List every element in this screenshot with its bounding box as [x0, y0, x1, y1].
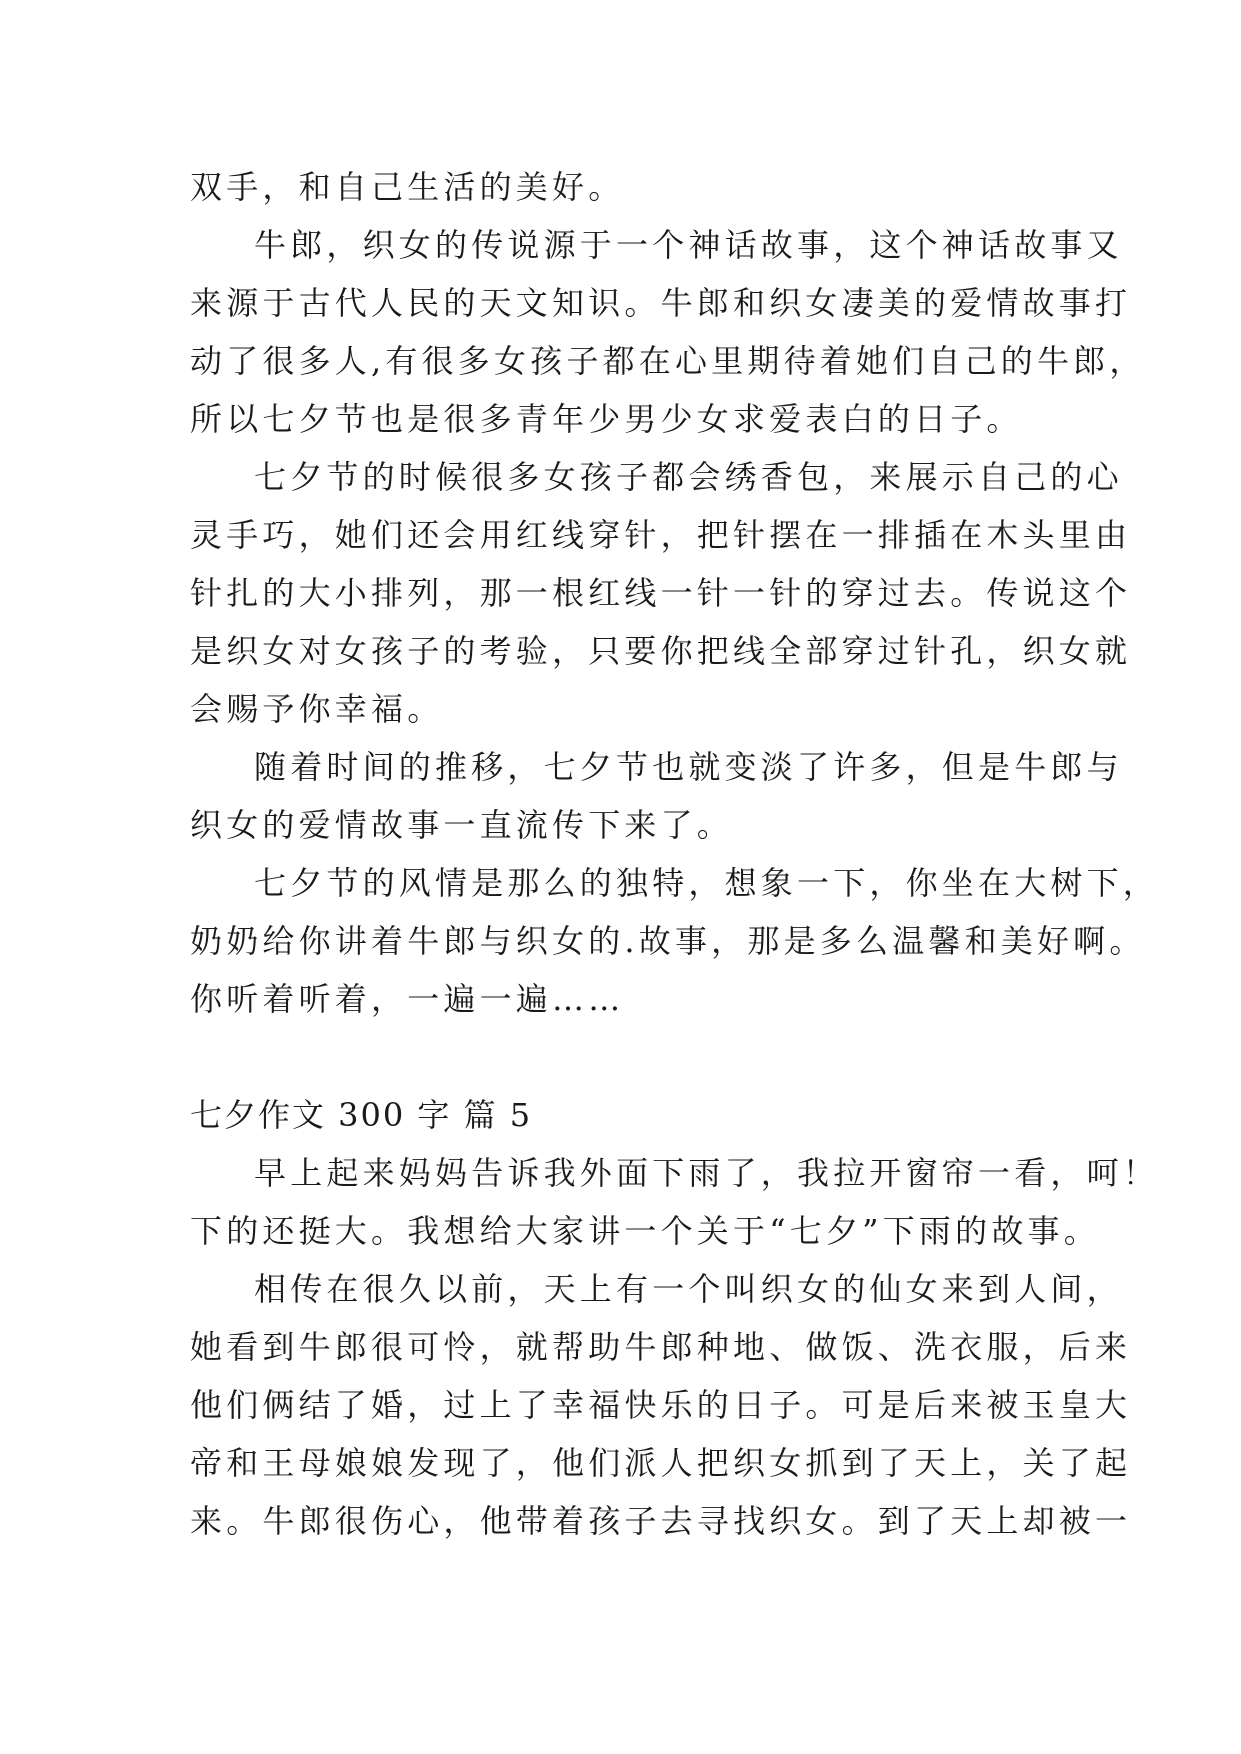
paragraph-line: 帝和王母娘娘发现了，他们派人把织女抓到了天上，关了起: [190, 1444, 1132, 1482]
paragraph-line: 他们俩结了婚，过上了幸福快乐的日子。可是后来被玉皇大: [190, 1386, 1132, 1424]
paragraph-line: 双手，和自己生活的美好。: [190, 168, 625, 206]
paragraph-line: 她看到牛郎很可怜，就帮助牛郎种地、做饭、洗衣服，后来: [190, 1328, 1132, 1366]
paragraph-line: 动了很多人,有很多女孩子都在心里期待着她们自己的牛郎，: [190, 342, 1146, 380]
paragraph-line: 相传在很久以前，天上有一个叫织女的仙女来到人间，: [254, 1270, 1123, 1308]
paragraph-line: 早上起来妈妈告诉我外面下雨了，我拉开窗帘一看，呵！: [254, 1154, 1160, 1192]
paragraph-line: 是织女对女孩子的考验，只要你把线全部穿过针孔，织女就: [190, 632, 1132, 670]
section-heading: 七夕作文 300 字 篇 5: [190, 1096, 533, 1134]
paragraph-line: 你听着听着，一遍一遍……: [190, 980, 625, 1018]
paragraph-line: 下的还挺大。我想给大家讲一个关于“七夕”下雨的故事。: [190, 1212, 1100, 1250]
paragraph-line: 七夕节的时候很多女孩子都会绣香包，来展示自己的心: [254, 458, 1123, 496]
paragraph-line: 七夕节的风情是那么的独特，想象一下，你坐在大树下，: [254, 864, 1160, 902]
paragraph-line: 来源于古代人民的天文知识。牛郎和织女凄美的爱情故事打: [190, 284, 1132, 322]
paragraph-line: 牛郎，织女的传说源于一个神话故事，这个神话故事又: [254, 226, 1123, 264]
paragraph-line: 奶奶给你讲着牛郎与织女的.故事，那是多么温馨和美好啊。: [190, 922, 1146, 960]
paragraph-line: 针扎的大小排列，那一根红线一针一针的穿过去。传说这个: [190, 574, 1132, 612]
paragraph-line: 随着时间的推移，七夕节也就变淡了许多，但是牛郎与: [254, 748, 1123, 786]
paragraph-line: 织女的爱情故事一直流传下来了。: [190, 806, 734, 844]
paragraph-line: 灵手巧，她们还会用红线穿针，把针摆在一排插在木头里由: [190, 516, 1132, 554]
paragraph-line: 所以七夕节也是很多青年少男少女求爱表白的日子。: [190, 400, 1023, 438]
paragraph-line: 来。牛郎很伤心，他带着孩子去寻找织女。到了天上却被一: [190, 1502, 1132, 1540]
paragraph-line: 会赐予你幸福。: [190, 690, 444, 728]
